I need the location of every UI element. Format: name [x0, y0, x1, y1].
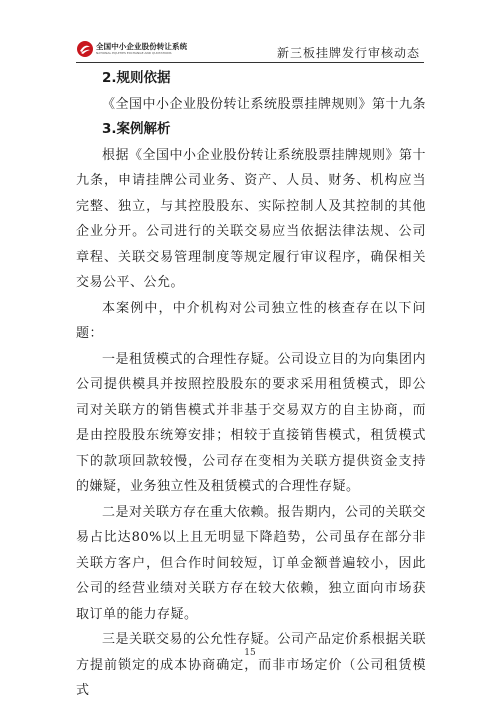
document-body	[76, 66, 426, 704]
paragraph: 三是关联交易的公允性存疑。公司产品定价系根据关联方提前锁定的成本协商确定，而非市场定价（公司租赁模式	[76, 632, 427, 698]
rule-citation: 《全国中小企业股份转让系统股票挂牌规则》第十九条	[102, 96, 427, 112]
page-header	[0, 0, 500, 60]
paragraph: 本案例中，中介机构对公司独立性的核查存在以下问题：	[76, 300, 426, 341]
page-number: 15	[244, 648, 256, 658]
section-heading-rule-basis: 2.规则依据	[102, 70, 171, 86]
paragraph: 根据《全国中小企业股份转让系统股票挂牌规则》第十九条，申请挂牌公司业务、资产、人员、财务、机构应当完整、独立，与其控股股东、实际控制人及其控制的其他企业分开。公司进行的关联交易应当依据法律法规、公司章程、关联交易管理制度等规定履行审议程序，确保相关交易公平、公允。	[76, 147, 427, 290]
header-divider	[76, 62, 424, 63]
running-title: 新三板挂牌发行审核动态	[276, 46, 420, 60]
neeq-logo	[76, 40, 216, 60]
logo-name-cn: 全国中小企业股份转让系统	[96, 42, 188, 51]
logo-name-en: NATIONAL EQUITIES EXCHANGE AND QUOTATIONS	[96, 51, 172, 55]
neeq-logo-icon	[76, 40, 94, 58]
section-heading-case-analysis: 3.案例解析	[102, 121, 171, 137]
paragraph: 一是租赁模式的合理性存疑。公司设立目的为向集团内公司提供模具并按照控股股东的要求采用租赁模式，即公司对关联方的销售模式并非基于交易双方的自主协商，而是由控股股东统筹安排；相较于直接销售模式，租赁模式下的款项回款较慢，公司存在变相为关联方提供资金支持的嫌疑，业务独立性及租赁模式的合理性存疑。	[76, 351, 427, 494]
paragraph: 二是对关联方存在重大依赖。报告期内，公司的关联交易占比达80%以上且无明显下降趋势，公司虽存在部分非关联方客户，但合作时间较短，订单金额普遍较小，因此公司的经营业绩对关联方存在较大依赖，独立面向市场获取订单的能力存疑。	[76, 504, 427, 622]
